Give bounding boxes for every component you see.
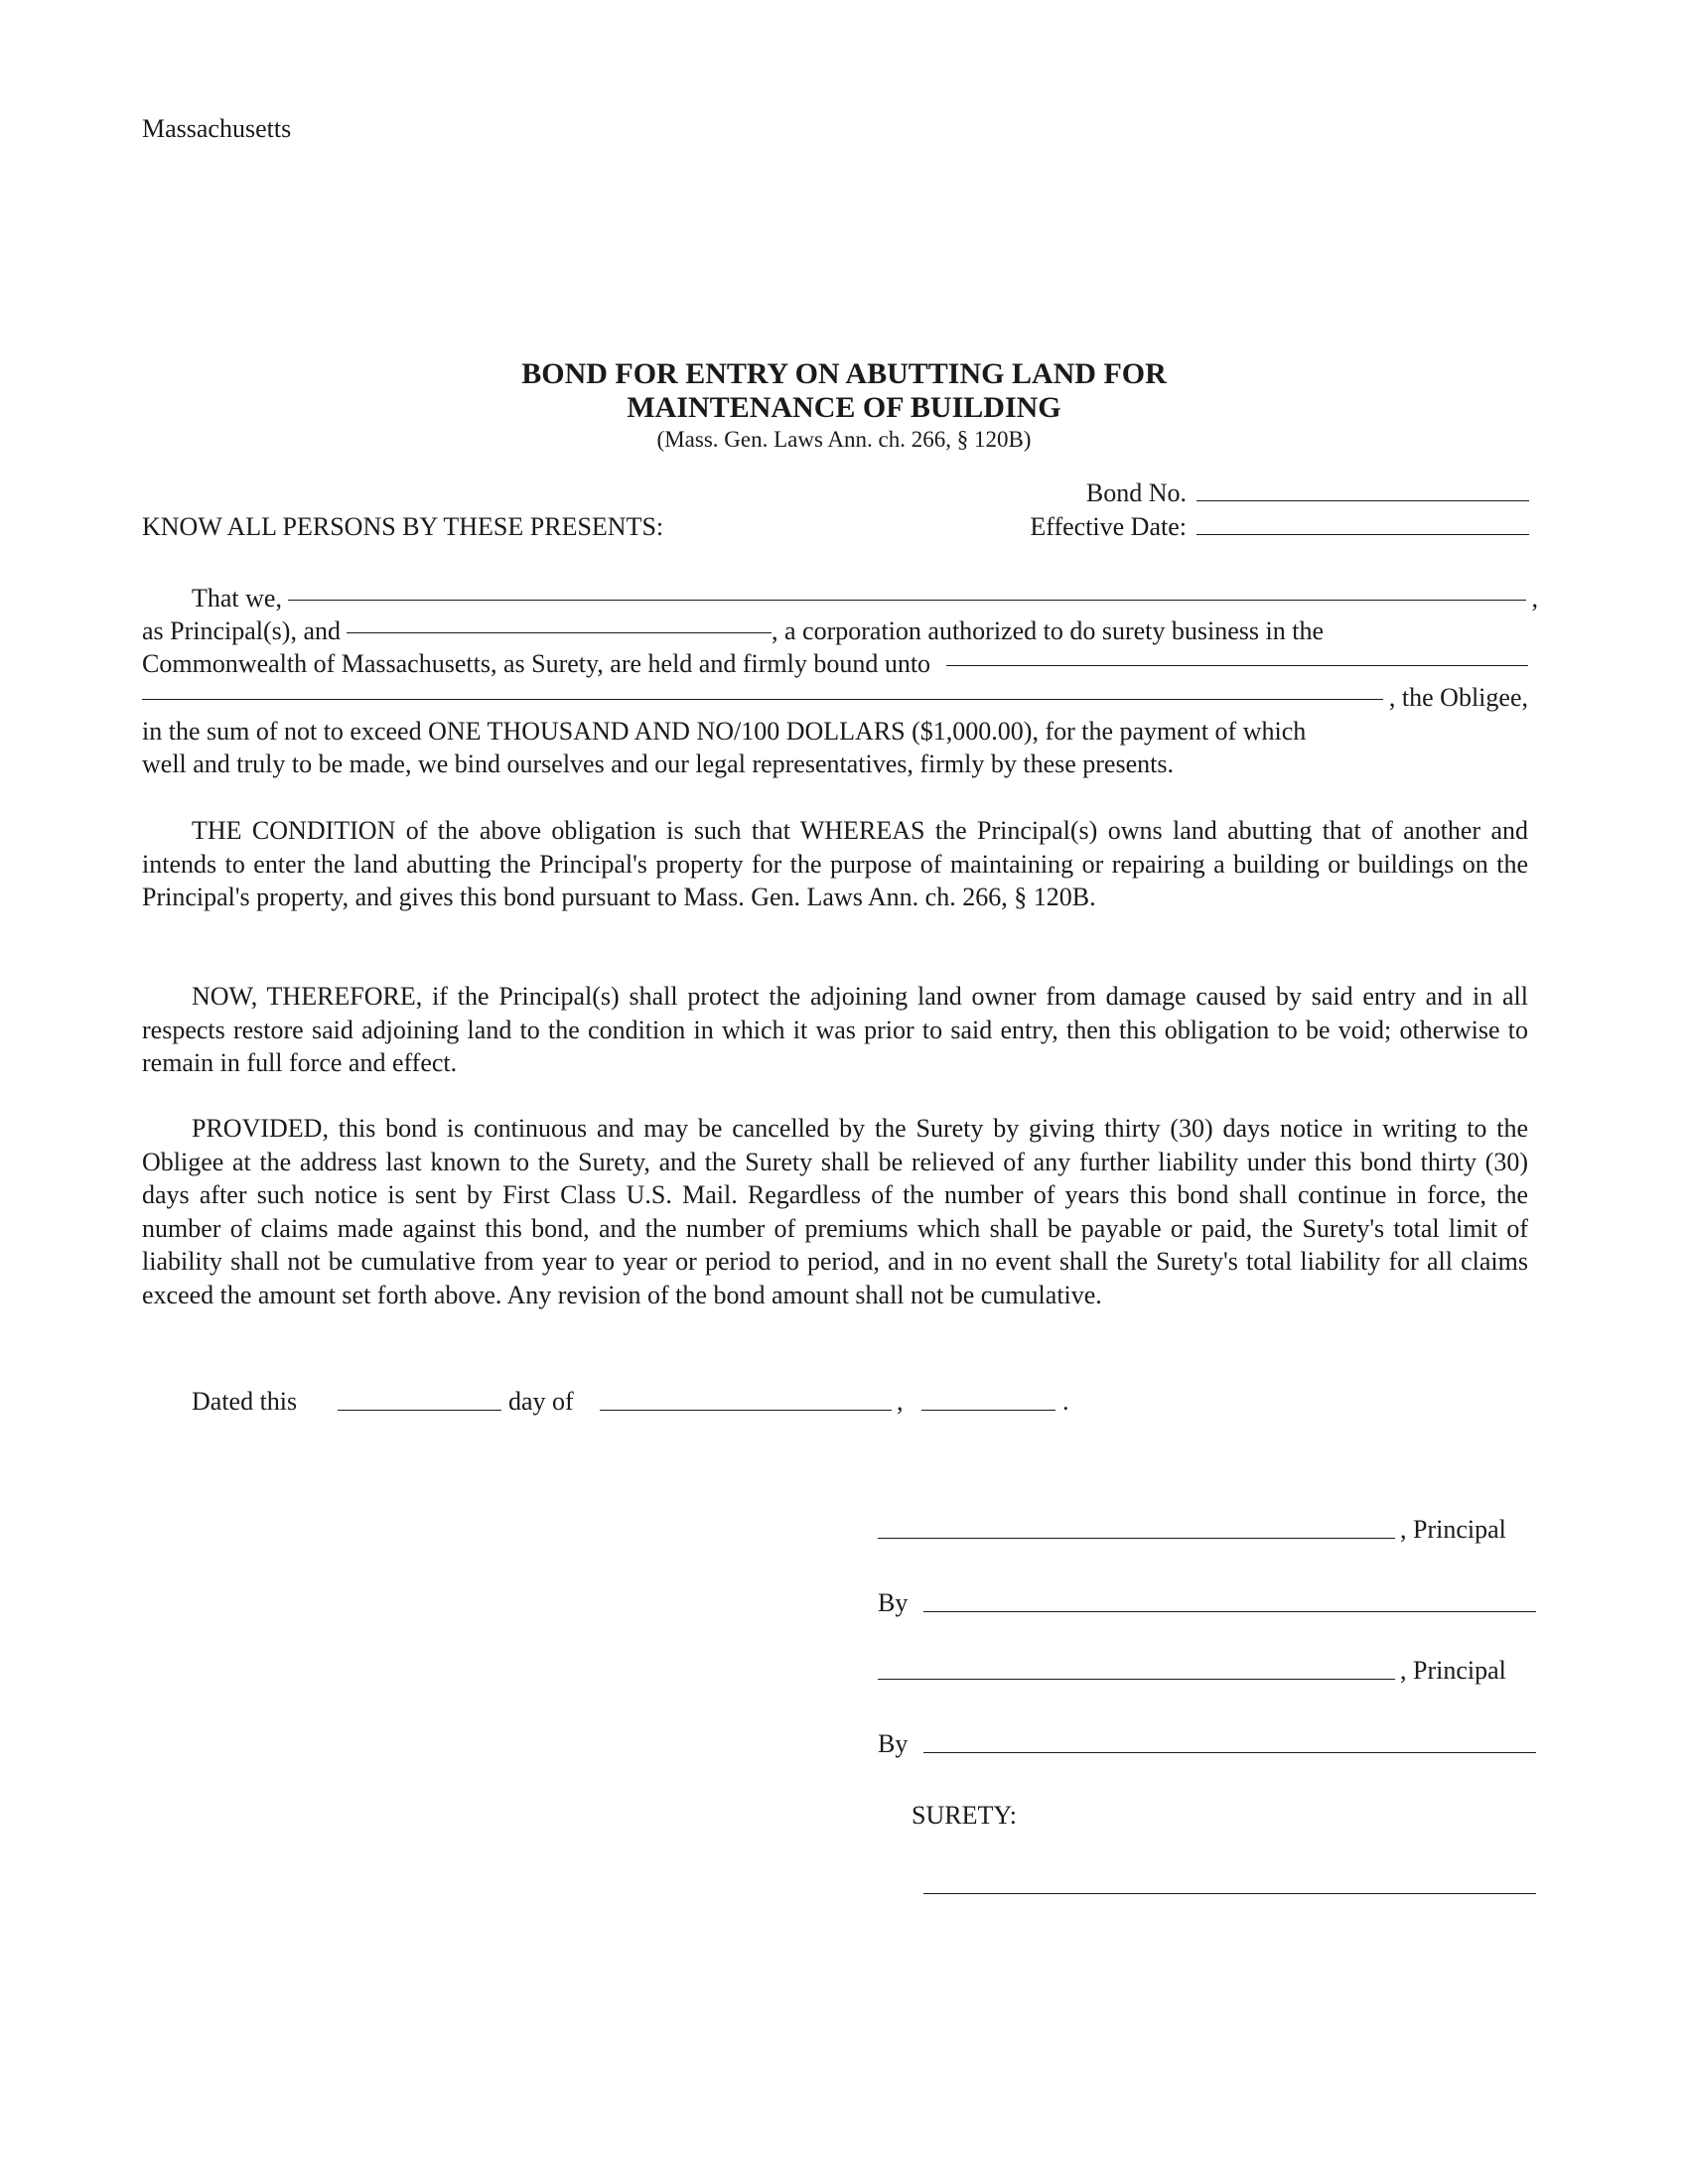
day-of-label: day of [508, 1387, 574, 1416]
sum-line: in the sum of not to exceed ONE THOUSAND AND NO/100 DOLLARS ($1,000.00), for the payment of which [142, 717, 1307, 746]
title-citation: (Mass. Gen. Laws Ann. ch. 266, § 120B) [656, 427, 1032, 452]
now-therefore-paragraph [142, 980, 1528, 1080]
surety-label: SURETY: [912, 1801, 1017, 1830]
dated-month-field[interactable] [600, 1409, 892, 1411]
now-therefore-text: NOW, THEREFORE, if the Principal(s) shall protect the adjoining land owner from damage caused by said entry and in all respects restore said adjoining land to the condition in which it was prior to said entry, then this obligation to be void; otherwise to remain in full force and effect. [142, 982, 1528, 1077]
that-we-comma: , [1531, 584, 1538, 613]
dated-year-field[interactable] [921, 1409, 1055, 1411]
dated-day-field[interactable] [338, 1409, 501, 1411]
provided-paragraph [142, 1112, 1528, 1311]
dated-this-label: Dated this [192, 1387, 298, 1416]
principal-label-2: , Principal [1400, 1656, 1506, 1685]
principal-signature-field-2[interactable] [878, 1678, 1395, 1680]
commonwealth-row [142, 647, 1528, 680]
dated-comma: , [897, 1387, 904, 1416]
effective-date-field[interactable] [1196, 533, 1529, 535]
corporation-text: , a corporation authorized to do surety business in the [772, 616, 1324, 645]
that-we-row [192, 582, 1538, 614]
commonwealth-text: Commonwealth of Massachusetts, as Surety, are held and firmly bound unto [142, 649, 931, 678]
principal-label-1: , Principal [1400, 1515, 1506, 1544]
condition-paragraph [142, 814, 1528, 914]
obligee-row [142, 681, 1528, 714]
know-all-text: KNOW ALL PERSONS BY THESE PRESENTS: [142, 512, 664, 541]
state-header: Massachusetts [142, 114, 292, 143]
that-we-label: That we, [192, 584, 282, 613]
bond-no-label: Bond No. [1085, 478, 1187, 507]
by-label-2: By [878, 1729, 909, 1758]
title-line-2: MAINTENANCE OF BUILDING [627, 391, 1061, 424]
surety-signature-field[interactable] [923, 1892, 1536, 1894]
surety-name-field[interactable] [347, 631, 772, 633]
principal-signature-field-1[interactable] [878, 1537, 1395, 1539]
title-line-1: BOND FOR ENTRY ON ABUTTING LAND FOR [521, 357, 1167, 390]
as-principal-label: as Principal(s), and [142, 616, 342, 645]
principal-name-field[interactable] [288, 600, 1526, 601]
as-principal-row [142, 614, 1528, 647]
obligee-name-field-1[interactable] [946, 665, 1528, 666]
bond-no-field[interactable] [1196, 499, 1529, 501]
by-signature-field-1[interactable] [923, 1610, 1536, 1612]
provided-text: PROVIDED, this bond is continuous and may be cancelled by the Surety by giving thirty (30) days notice in writing to the Obligee at the address last known to the Surety, and the Surety shall be relieved of any further liability under this bond thirty (30) days after such notice is sent by First Class U.S. Mail. Regardless of the number of years this bond shall continue in force, the number of claims made against this bond, and the number of premiums which shall be payable or paid, the Surety's total limit of liability shall not be cumulative from year to year or period to period, and in no event shall the Surety's total liability for all claims exceed the amount set forth above. Any revision of the bond amount shall not be cumulative. [142, 1114, 1528, 1309]
obligee-label: , the Obligee, [1388, 683, 1528, 712]
condition-text: THE CONDITION of the above obligation is such that WHEREAS the Principal(s) owns land abutting that of another and intends to enter the land abutting the Principal's property for the purpose of maintaining or repairing a building or buildings on the Principal's property, and gives this bond pursuant to Mass. Gen. Laws Ann. ch. 266, § 120B. [142, 816, 1528, 911]
by-label-1: By [878, 1588, 909, 1617]
dated-period: . [1062, 1387, 1069, 1416]
effective-date-label: Effective Date: [1030, 512, 1187, 541]
well-truly-line: well and truly to be made, we bind ourselves and our legal representatives, firmly by these presents. [142, 750, 1174, 778]
by-signature-field-2[interactable] [923, 1751, 1536, 1753]
obligee-name-field-2[interactable] [142, 699, 1383, 700]
